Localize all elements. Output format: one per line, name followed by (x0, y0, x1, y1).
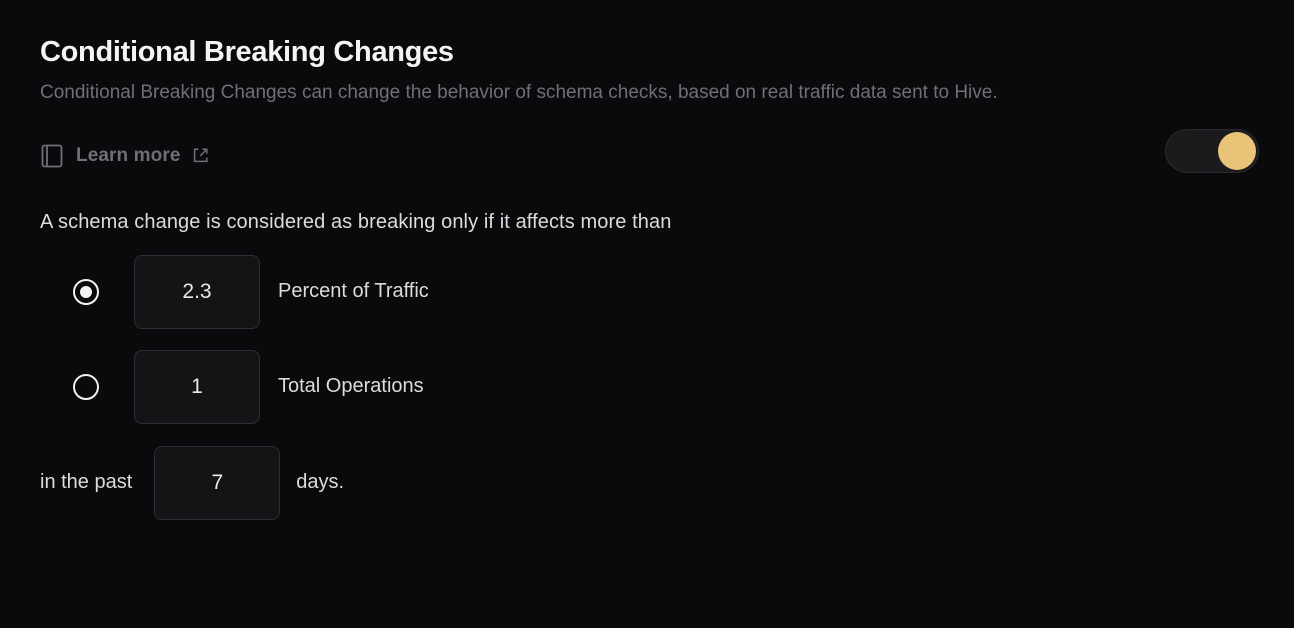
page-title: Conditional Breaking Changes (40, 36, 454, 68)
breaking-change-statement: A schema change is considered as breaking only if it affects more than (40, 210, 672, 233)
percent-of-traffic-input[interactable] (134, 255, 260, 329)
radio-percent-of-traffic[interactable] (73, 279, 99, 305)
option-row-percent-of-traffic (40, 255, 1254, 329)
toggle-knob (1218, 132, 1256, 170)
page-description: Conditional Breaking Changes can change the behavior of schema checks, based on real traffic data sent to Hive. (40, 82, 998, 104)
radio-total-operations[interactable] (73, 374, 99, 400)
option-row-total-operations (40, 350, 1254, 424)
period-prefix-label: in the past (40, 471, 133, 494)
retention-period-row (40, 446, 1254, 520)
learn-more-link[interactable] (40, 143, 209, 169)
conditional-breaking-changes-toggle[interactable] (1165, 129, 1259, 173)
learn-more-label: Learn more (76, 144, 181, 166)
period-suffix-label: days. (296, 471, 345, 494)
total-operations-input[interactable] (134, 350, 260, 424)
book-icon (40, 143, 64, 169)
total-operations-label: Total Operations (278, 375, 424, 398)
period-days-input[interactable] (154, 446, 280, 520)
external-link-icon (192, 147, 209, 164)
percent-of-traffic-label: Percent of Traffic (278, 280, 429, 303)
